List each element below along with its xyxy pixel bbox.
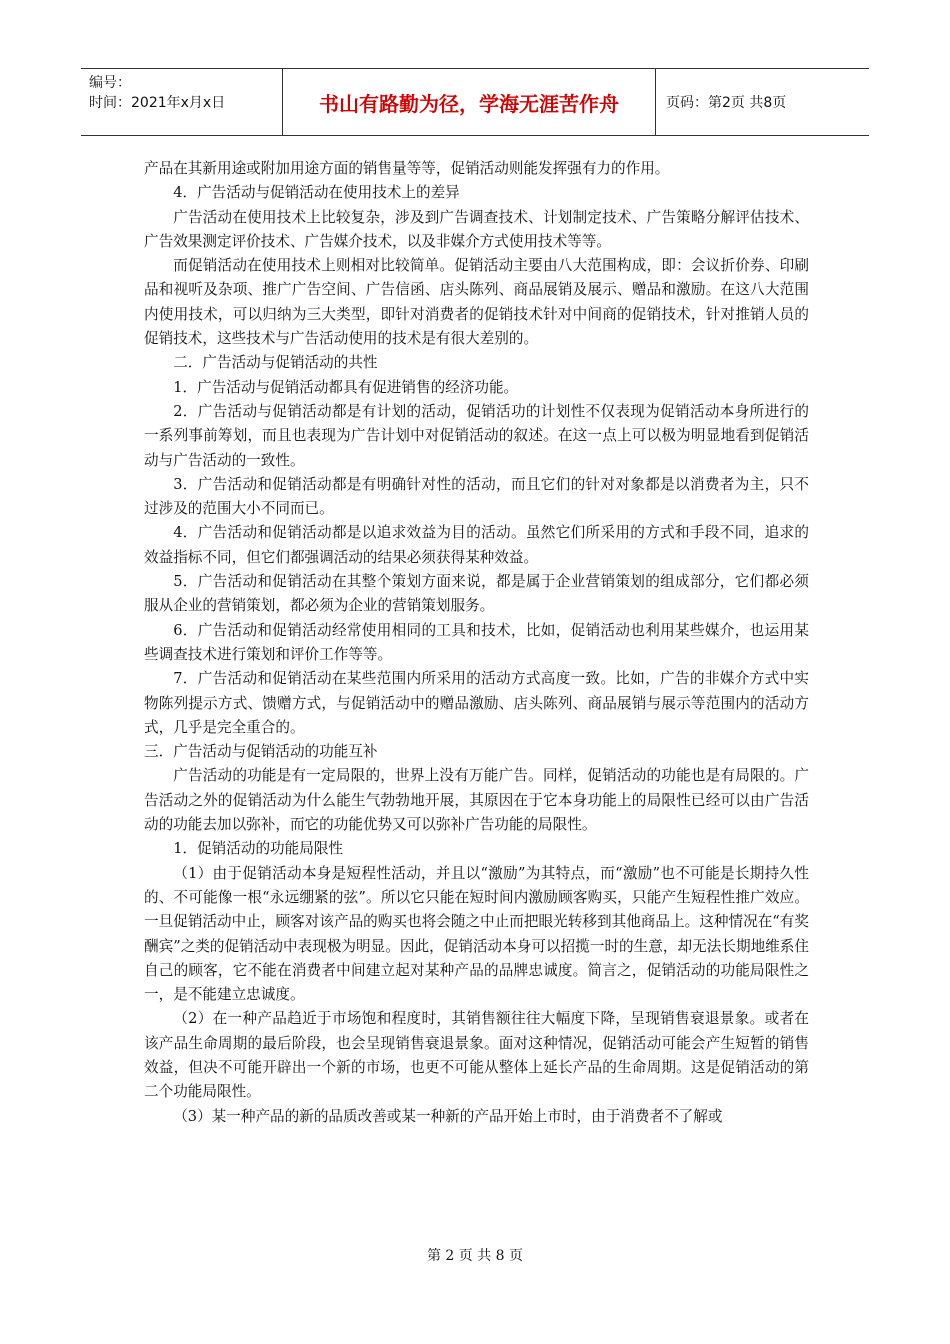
paragraph: 产品在其新用途或附加用途方面的销售量等等，促销活动则能发挥强有力的作用。 [144, 160, 670, 177]
doc-time-label: 时间：2021年x月x日 [89, 95, 226, 111]
paragraph: 广告活动在使用技术上比较复杂，涉及到广告调查技术、计划制定技术、广告策略分解评估技术、广告效果测定评价技术、广告媒介技术，以及非媒介方式使用技术等等。 [144, 208, 809, 250]
paragraph: （3）某一种产品的新的品质改善或某一种新的产品开始上市时，由于消费者不了解或 [173, 1107, 723, 1125]
subsection-heading: 1．促销活动的功能局限性 [173, 840, 344, 858]
paragraph: （2）在一种产品趋近于市场饱和程度时，其销售额往往大幅度下降，呈现销售衰退景象。或者在该产品生命周期的最后阶段，也会呈现销售衰退景象。面对这种情况，促销活动可能会产生短暂的销售效益，但决不可能开辟出一个新的市场，也更不可能从整体上延长产品的生命周期。这是促销活动的第二个功能局限性。 [144, 1010, 809, 1101]
header-motto: 书山有路勤为径，学海无涯苦作舟 [282, 69, 656, 135]
paragraph: 7．广告活动和促销活动在某些范围内所采用的活动方式高度一致。比如，广告的非媒介方式中实物陈列提示方式、馈赠方式，与促销活动中的赠品激励、店头陈列、商品展销与展示等范围内的活动方式，几乎是完全重合的。 [144, 670, 809, 736]
page-footer: 第 2 页 共 8 页 [426, 1248, 524, 1264]
header-page-info: 页码：第2页 共8页 [666, 95, 787, 111]
header-meta [81, 69, 282, 135]
paragraph: 4．广告活动和促销活动都是以追求效益为目的活动。虽然它们所采用的方式和手段不同，追求的效益指标不同，但它们都强调活动的结果必须获得某种效益。 [144, 524, 809, 566]
document-body [144, 157, 809, 1129]
paragraph: 6．广告活动和促销活动经常使用相同的工具和技术，比如，促销活动也利用某些媒介，也运用某些调查技术进行策划和评价工作等等。 [144, 621, 809, 663]
paragraph: （1）由于促销活动本身是短程性活动，并且以“激励”为其特点，而“激励”也不可能是长期持久性的、不可能像一根“永远绷紧的弦”。所以它只能在短时间内激励顾客购买，只能产生短程性推广效应。一旦促销活动中止，顾客对该产品的购买也将会随之中止而把眼光转移到其他商品上。这种情况在“有奖酬宾”之类的促销活动中表现极为明显。因此，促销活动本身可以招揽一时的生意，却无法长期地维系住自己的顾客，它不能在消费者中间建立起对某种产品的品牌忠诚度。简言之，促销活动的功能局限性之一，是不能建立忠诚度。 [144, 864, 809, 1004]
paragraph: 3．广告活动和促销活动都是有明确针对性的活动，而且它们的针对对象都是以消费者为主，只不过涉及的范围大小不同而已。 [144, 475, 809, 518]
paragraph: 1．广告活动与促销活动都具有促进销售的经济功能。 [173, 378, 519, 396]
paragraph: 2．广告活动与促销活动都是有计划的活动，促销活功的计划性不仅表现为促销活动本身所进行的一系列事前筹划，而且也表现为广告计划中对促销活动的叙述。在这一点上可以极为明显地看到促销活动与广告活动的一致性。 [144, 402, 809, 469]
doc-code-label: 编号： [89, 75, 131, 91]
section-heading: 三．广告活动与促销活动的功能互补 [144, 743, 378, 761]
paragraph: 而促销活动在使用技术上则相对比较简单。促销活动主要由八大范围构成，即：会议折价券、印刷品和视听及杂项、推广广告空间、广告信函、店头陈列、商品展销及展示、赠品和激励。在这八大范围内使用技术，可以归纳为三大类型，即针对消费者的促销技术针对中间商的促销技术，针对推销人员的促销技术，这些技术与广告活动使用的技术是有很大差别的。 [144, 257, 809, 348]
section-heading: 二．广告活动与促销活动的共性 [173, 354, 378, 372]
paragraph: 5．广告活动和促销活动在其整个策划方面来说，都是属于企业营销策划的组成部分，它们都必须服从企业的营销策划，都必须为企业的营销策划服务。 [144, 573, 809, 615]
paragraph: 4．广告活动与促销活动在使用技术上的差异 [173, 184, 460, 202]
paragraph: 广告活动的功能是有一定局限的，世界上没有万能广告。同样，促销活动的功能也是有局限的。广告活动之外的促销活动为什么能生气勃勃地开展，其原因在于它本身功能上的局限性已经可以由广告活动的功能去加以弥补，而它的功能优势又可以弥补广告功能的局限性。 [144, 767, 809, 834]
page-header [81, 68, 869, 136]
